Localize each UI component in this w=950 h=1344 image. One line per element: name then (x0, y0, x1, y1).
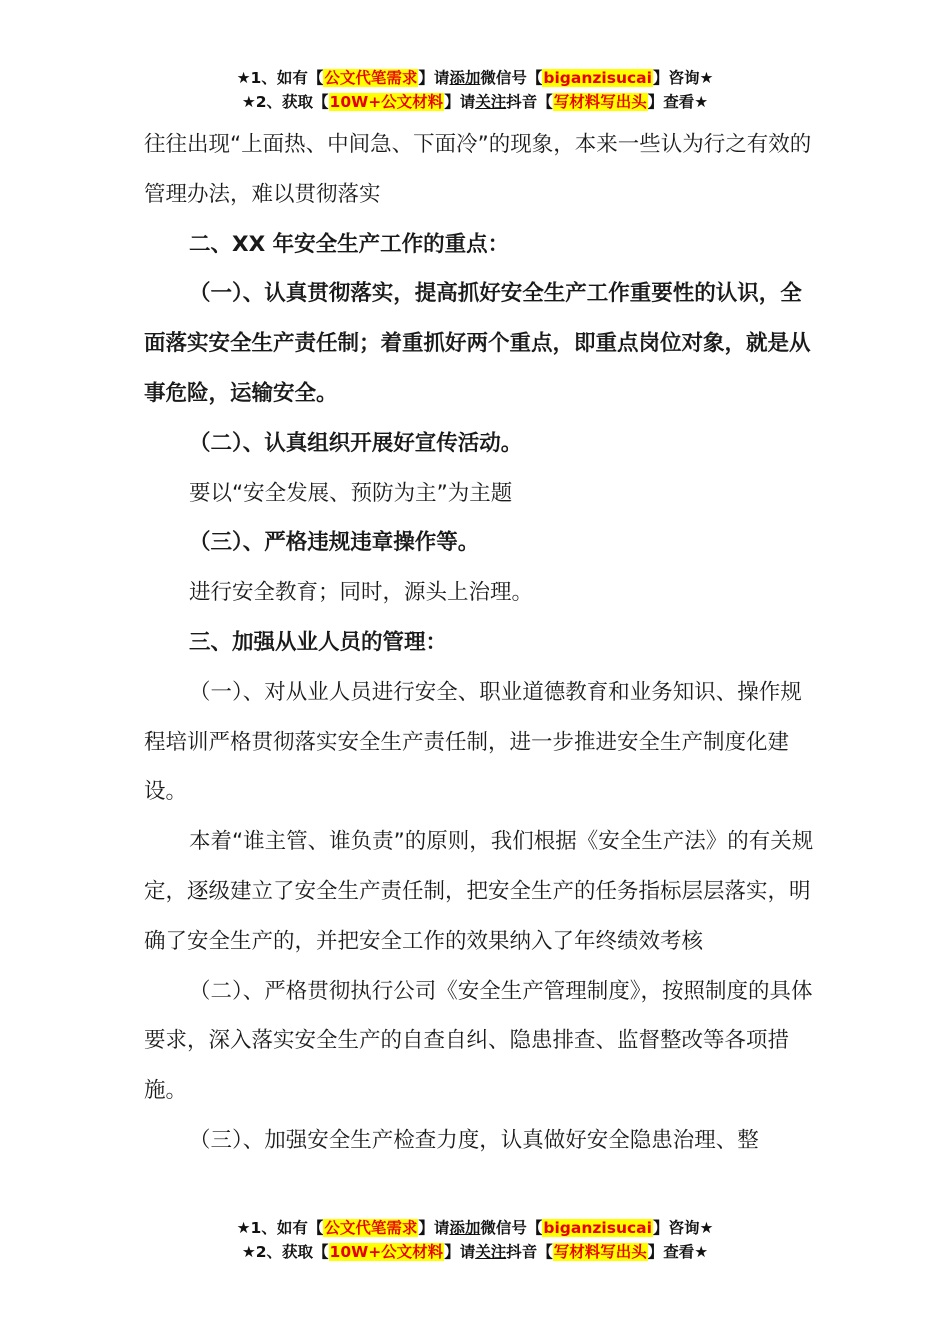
paragraph: 进行安全教育；同时，源头上治理。 (189, 580, 534, 606)
subsection-heading: （三）、严格违规违章操作等。 (189, 530, 480, 556)
banner-text: 】请 (418, 69, 450, 87)
banner-text: 微信号【 (480, 69, 543, 87)
banner-text: ★2、获取【 (241, 1243, 329, 1261)
banner-underlined: 添加 (449, 1219, 481, 1237)
banner-douyin-name: 写材料写出头 (553, 93, 647, 111)
paragraph: （一）、对从业人员进行安全、职业道德教育和业务知识、操作规程培训严格贯彻落实安全生产责任制，进一步推进安全生产制度化建设。 (144, 679, 802, 805)
section-heading: 三、加强从业人员的管理： (189, 629, 448, 655)
banner-line-1 (0, 1216, 950, 1240)
banner-text: ★1、如有【 (236, 1219, 324, 1237)
banner-wechat-id: biganzisucai (543, 1219, 652, 1237)
banner-line-1 (0, 66, 950, 90)
banner-line-2 (0, 90, 950, 114)
banner-highlight: 公文代笔需求 (324, 1219, 418, 1237)
banner-underlined: 添加 (449, 69, 481, 87)
section-heading: 二、XX 年安全生产工作的重点： (189, 231, 510, 257)
footer-banner (0, 1216, 950, 1264)
banner-highlight: 10W+公文材料 (329, 1243, 444, 1261)
banner-wechat-id: biganzisucai (543, 69, 652, 87)
banner-text: 】查看★ (647, 93, 709, 111)
banner-text: ★2、获取【 (241, 93, 329, 111)
banner-highlight: 公文代笔需求 (324, 69, 418, 87)
paragraph: 本着“谁主管、谁负责”的原则，我们根据《安全生产法》的有关规定，逐级建立了安全生产责任制，把安全生产的任务指标层层落实，明确了安全生产的，并把安全工作的效果纳入了年终绩效考核 (144, 829, 814, 954)
banner-text: 】请 (444, 93, 476, 111)
banner-underlined: 关注 (475, 93, 507, 111)
banner-text: 抖音【 (506, 1243, 553, 1261)
paragraph: （三）、加强安全生产检查力度，认真做好安全隐患治理、整 (189, 1127, 759, 1153)
paragraph: 要以“安全发展、预防为主”为主题 (189, 480, 513, 506)
subsection-heading: （二）、认真组织开展好宣传活动。 (189, 430, 523, 456)
banner-text: 】咨询★ (652, 69, 714, 87)
banner-text: 】咨询★ (652, 1219, 714, 1237)
document-body (144, 120, 820, 1166)
banner-line-2 (0, 1240, 950, 1264)
banner-text: 】请 (418, 1219, 450, 1237)
banner-text: ★1、如有【 (236, 69, 324, 87)
subsection-heading: （一）、认真贯彻落实，提高抓好安全生产工作重要性的认识，全面落实安全生产责任制；着重抓好两个重点，即重点岗位对象，就是从事危险，运输安全。 (144, 281, 811, 406)
banner-highlight: 10W+公文材料 (329, 93, 444, 111)
banner-text: 】请 (444, 1243, 476, 1261)
banner-underlined: 关注 (475, 1243, 507, 1261)
banner-text: 微信号【 (480, 1219, 543, 1237)
header-banner (0, 66, 950, 114)
paragraph: （二）、严格贯彻执行公司《安全生产管理制度》，按照制度的具体要求，深入落实安全生产的自查自纠、隐患排查、监督整改等各项措施。 (144, 978, 813, 1104)
banner-text: 抖音【 (506, 93, 553, 111)
banner-text: 】查看★ (647, 1243, 709, 1261)
banner-douyin-name: 写材料写出头 (553, 1243, 647, 1261)
paragraph: 往往出现“上面热、中间急、下面冷”的现象，本来一些认为行之有效的管理办法，难以贯彻落实 (144, 132, 812, 207)
